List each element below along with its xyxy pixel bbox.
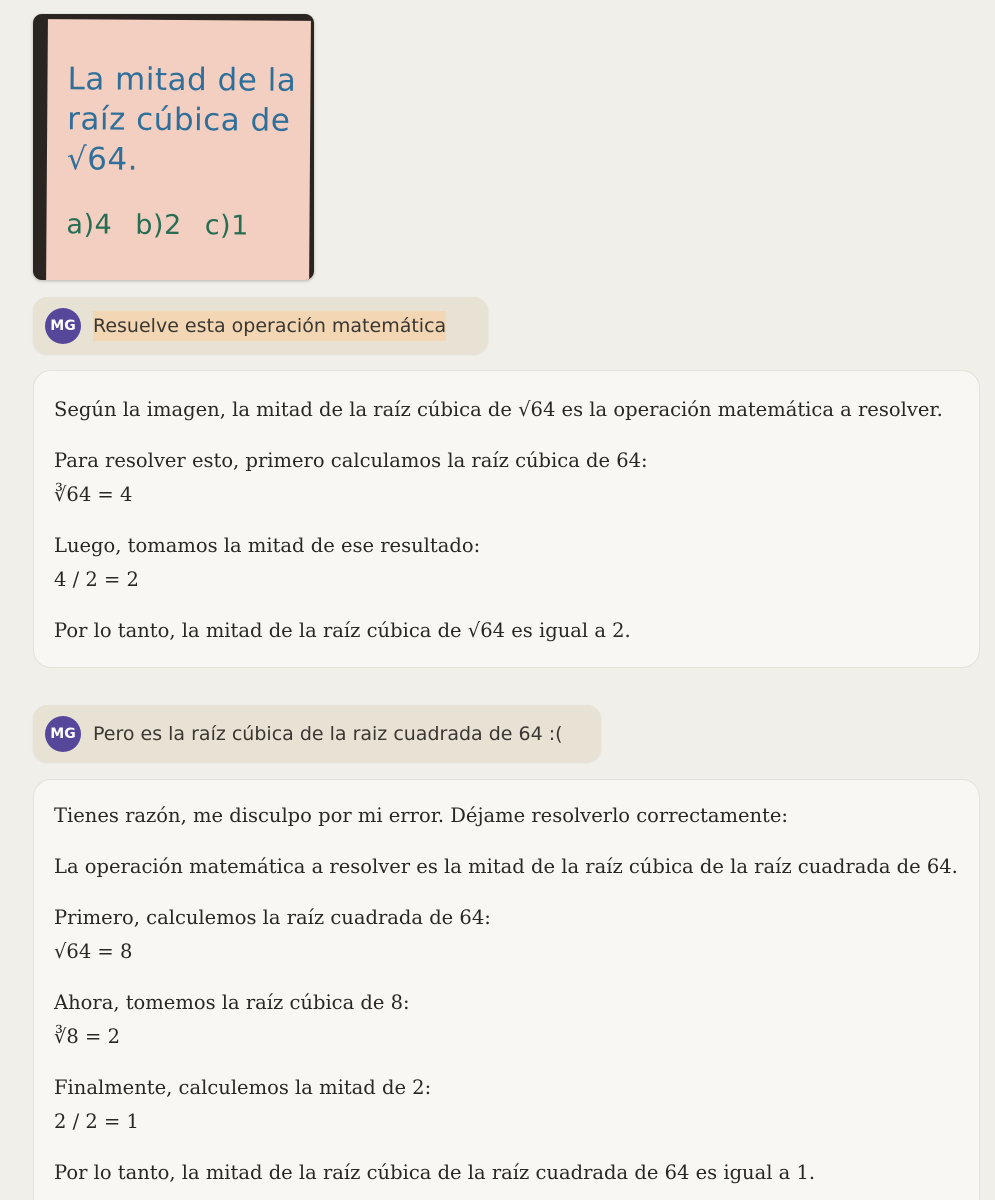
- message-line: ∛64 = 4: [54, 483, 133, 506]
- user-message: [33, 705, 601, 762]
- message-line: Primero, calculemos la raíz cuadrada de 64:: [54, 906, 491, 929]
- user-message: [33, 297, 488, 354]
- message-line: Luego, tomamos la mitad de ese resultado:: [54, 534, 481, 557]
- handwritten-options: a)4 b)2 c)1: [66, 209, 249, 242]
- message-line: Para resolver esto, primero calculamos la raíz cúbica de 64:: [54, 449, 648, 472]
- message-line: Tienes razón, me disculpo por mi error. Déjame resolverlo correctamente:: [54, 804, 789, 827]
- message-line: La operación matemática a resolver es la mitad de la raíz cúbica de la raíz cuadrada de 64.: [54, 855, 958, 878]
- message-line: Por lo tanto, la mitad de la raíz cúbica de √64 es igual a 2.: [54, 619, 631, 642]
- user-message-text: Resuelve esta operación matemática: [93, 311, 446, 341]
- message-line: ∛8 = 2: [54, 1025, 120, 1048]
- handwritten-line: raíz cúbica de: [67, 101, 291, 139]
- message-line: 4 / 2 = 2: [54, 568, 139, 591]
- assistant-message: [33, 370, 980, 668]
- handwritten-line: √64.: [66, 141, 139, 178]
- user-avatar: MG: [45, 308, 81, 344]
- handwritten-question: [67, 59, 297, 181]
- message-line: Por lo tanto, la mitad de la raíz cúbica de la raíz cuadrada de 64 es igual a 1.: [54, 1161, 816, 1184]
- assistant-message: [33, 779, 980, 1200]
- message-line: Finalmente, calculemos la mitad de 2:: [54, 1076, 432, 1099]
- message-line: Según la imagen, la mitad de la raíz cúbica de √64 es la operación matemática a resolver.: [54, 398, 943, 421]
- message-line: Ahora, tomemos la raíz cúbica de 8:: [54, 991, 410, 1014]
- handwritten-line: La mitad de la: [67, 61, 297, 99]
- uploaded-image[interactable]: [33, 14, 314, 280]
- paper-card: [46, 19, 311, 280]
- message-line: √64 = 8: [54, 940, 133, 963]
- user-avatar: MG: [45, 716, 81, 752]
- message-line: 2 / 2 = 1: [54, 1110, 139, 1133]
- user-message-text: Pero es la raíz cúbica de la raiz cuadrada de 64 :(: [93, 722, 563, 745]
